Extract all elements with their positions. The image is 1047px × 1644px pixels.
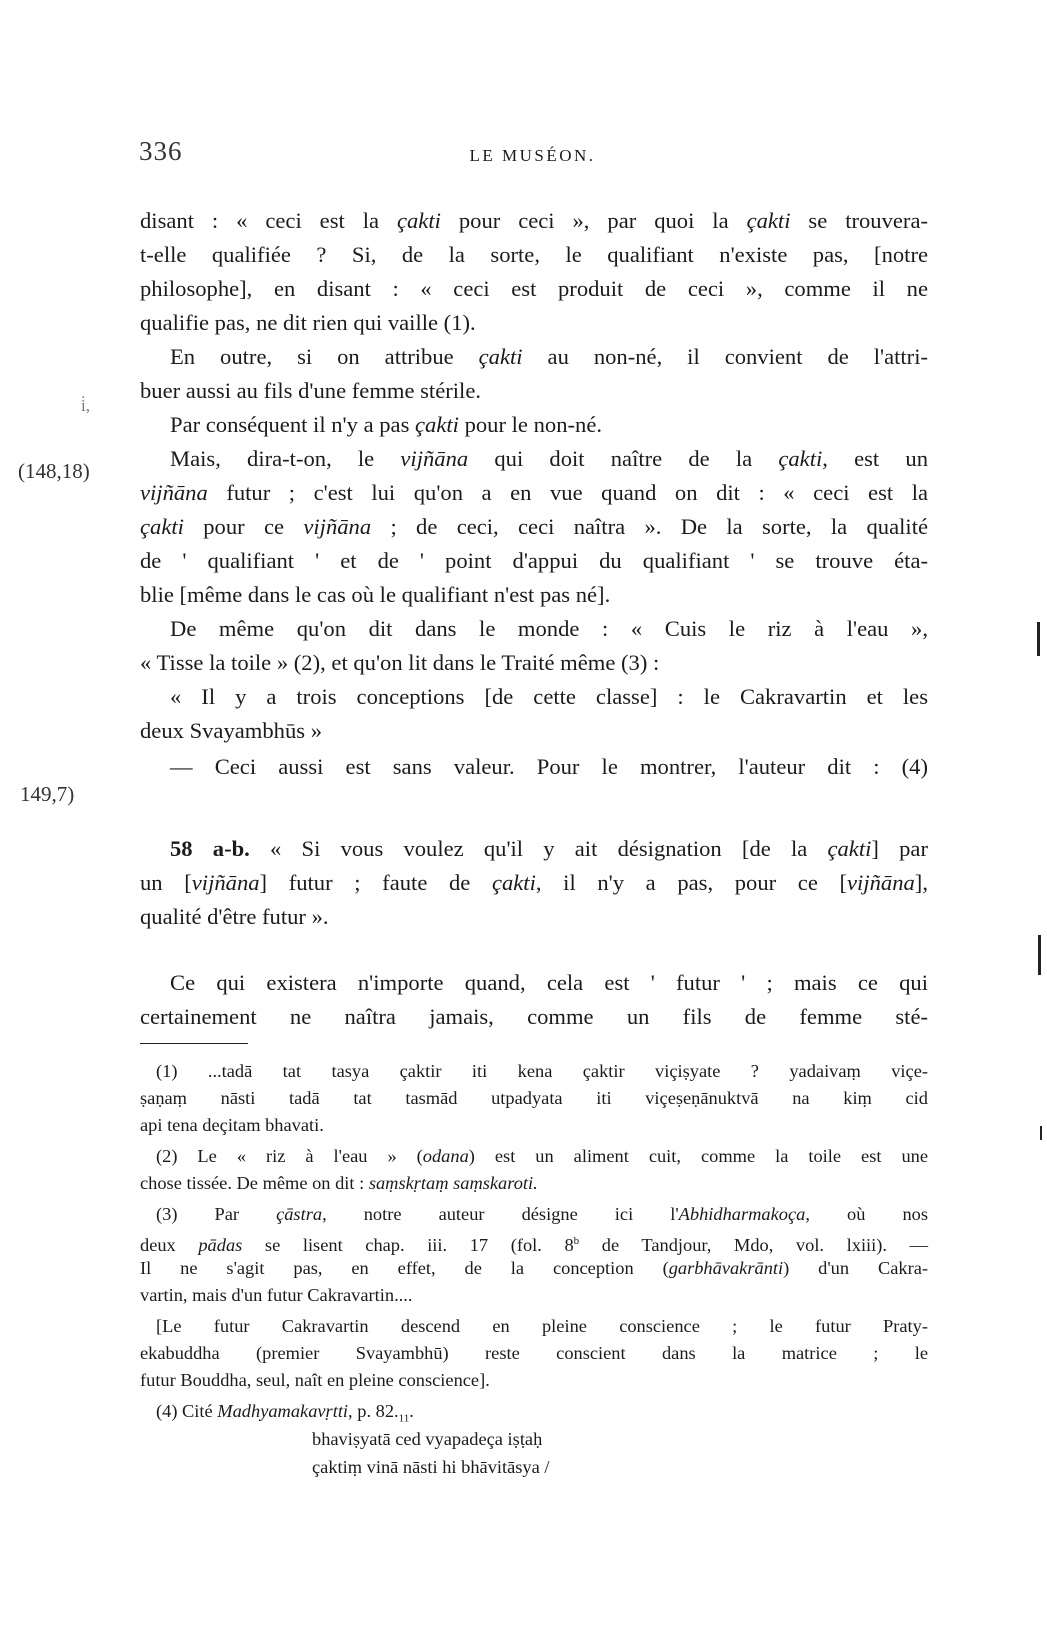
body-line: De même qu'on dit dans le monde : « Cuis le riz à l'eau », [170, 616, 928, 641]
running-header-title: LE MUSÉON. [469, 146, 596, 165]
scan-edge-mark [1040, 1126, 1042, 1140]
margin-reference-149-7: 149,7) [20, 782, 75, 806]
verse-line: bhaviṣyatā ced vyapadeça iṣṭaḥ [312, 1429, 543, 1449]
body-line: — Ceci aussi est sans valeur. Pour le montrer, l'auteur dit : (4) [170, 754, 928, 779]
footnote-line: deux pādas se lisent chap. iii. 17 (fol. 8$^b$ de Tandjour, Mdo, vol. lxiii). — [140, 1235, 928, 1256]
footnote-line: (1) ...tadā tat tasya çaktir iti kena çaktir viçiṣyate ? yadaivaṃ viçe- [156, 1061, 928, 1081]
body-line: « Tisse la toile » (2), et qu'on lit dans le Traité même (3) : [140, 650, 660, 675]
body-line: deux Svayambhūs » [140, 718, 322, 743]
body-line: Par conséquent il n'y a pas çakti pour le non-né. [170, 412, 602, 437]
footnote-rule [140, 1043, 248, 1044]
body-line: qualifie pas, ne dit rien qui vaille (1). [140, 310, 476, 335]
body-line: çakti pour ce vijñāna ; de ceci, ceci naîtra ». De la sorte, la qualité [140, 514, 928, 539]
body-line: philosophe], en disant : « ceci est produit de ceci », comme il ne [140, 276, 928, 301]
body-line: qualité d'être futur ». [140, 904, 329, 929]
margin-mark: i̇, [81, 396, 90, 415]
body-line: de ' qualifiant ' et de ' point d'appui du qualifiant ' se trouve éta- [140, 548, 928, 573]
body-line: certainement ne naîtra jamais, comme un fils de femme sté- [140, 1004, 928, 1029]
footnote-line: Il ne s'agit pas, en effet, de la conception (garbhāvakrānti) d'un Cakra- [140, 1258, 928, 1278]
body-line: Ce qui existera n'importe quand, cela est ' futur ' ; mais ce qui [170, 970, 928, 995]
scan-edge-mark [1037, 622, 1040, 656]
body-line: t-elle qualifiée ? Si, de la sorte, le qualifiant n'existe pas, [notre [140, 242, 928, 267]
body-line: « Il y a trois conceptions [de cette classe] : le Cakravartin et les [170, 684, 928, 709]
footnote-line: vartin, mais d'un futur Cakravartin.... [140, 1285, 413, 1305]
body-line: un [vijñāna] futur ; faute de çakti, il n'y a pas, pour ce [vijñāna], [140, 870, 928, 895]
body-line: vijñāna futur ; c'est lui qu'on a en vue quand on dit : « ceci est la [140, 480, 928, 505]
footnote-line: (2) Le « riz à l'eau » (odana) est un aliment cuit, comme la toile est une [156, 1146, 928, 1166]
body-line: En outre, si on attribue çakti au non-né, il convient de l'attri- [170, 344, 928, 369]
body-line: Mais, dira-t-on, le vijñāna qui doit naître de la çakti, est un [170, 446, 928, 471]
footnote-line: ṣaṇaṃ nāsti tadā tat tasmād utpadyata iti viçeṣeṇānuktvā na kiṃ cid [140, 1088, 928, 1108]
verse-line: çaktiṃ vinā nāsti hi bhāvitāsya / [312, 1457, 550, 1477]
footnote-line: chose tissée. De même on dit : saṃskṛtaṃ saṃskaroti. [140, 1173, 538, 1193]
footnote-line: futur Bouddha, seul, naît en pleine conscience]. [140, 1370, 490, 1390]
margin-reference-148-18: (148,18) [18, 459, 90, 483]
body-line: buer aussi au fils d'une femme stérile. [140, 378, 481, 403]
verse-heading: 58 a-b. « Si vous voulez qu'il y ait désignation [de la çakti] par [170, 836, 928, 861]
page-number: 336 [139, 136, 183, 166]
footnote-line: (4) Cité Madhyamakavṛtti, p. $82._{11}$. [156, 1401, 414, 1425]
footnote-line: ekabuddha (premier Svayambhū) reste conscient dans la matrice ; le [140, 1343, 928, 1363]
footnote-line: api tena deçitam bhavati. [140, 1115, 324, 1135]
footnote-line: (3) Par çāstra, notre auteur désigne ici l'Abhidharmakoça, où nos [156, 1204, 928, 1224]
body-line: disant : « ceci est la çakti pour ceci », par quoi la çakti se trouvera- [140, 208, 928, 233]
footnote-line: [Le futur Cakravartin descend en pleine conscience ; le futur Praty- [156, 1316, 928, 1336]
scan-edge-mark [1038, 935, 1041, 975]
body-line: blie [même dans le cas où le qualifiant n'est pas né]. [140, 582, 611, 607]
